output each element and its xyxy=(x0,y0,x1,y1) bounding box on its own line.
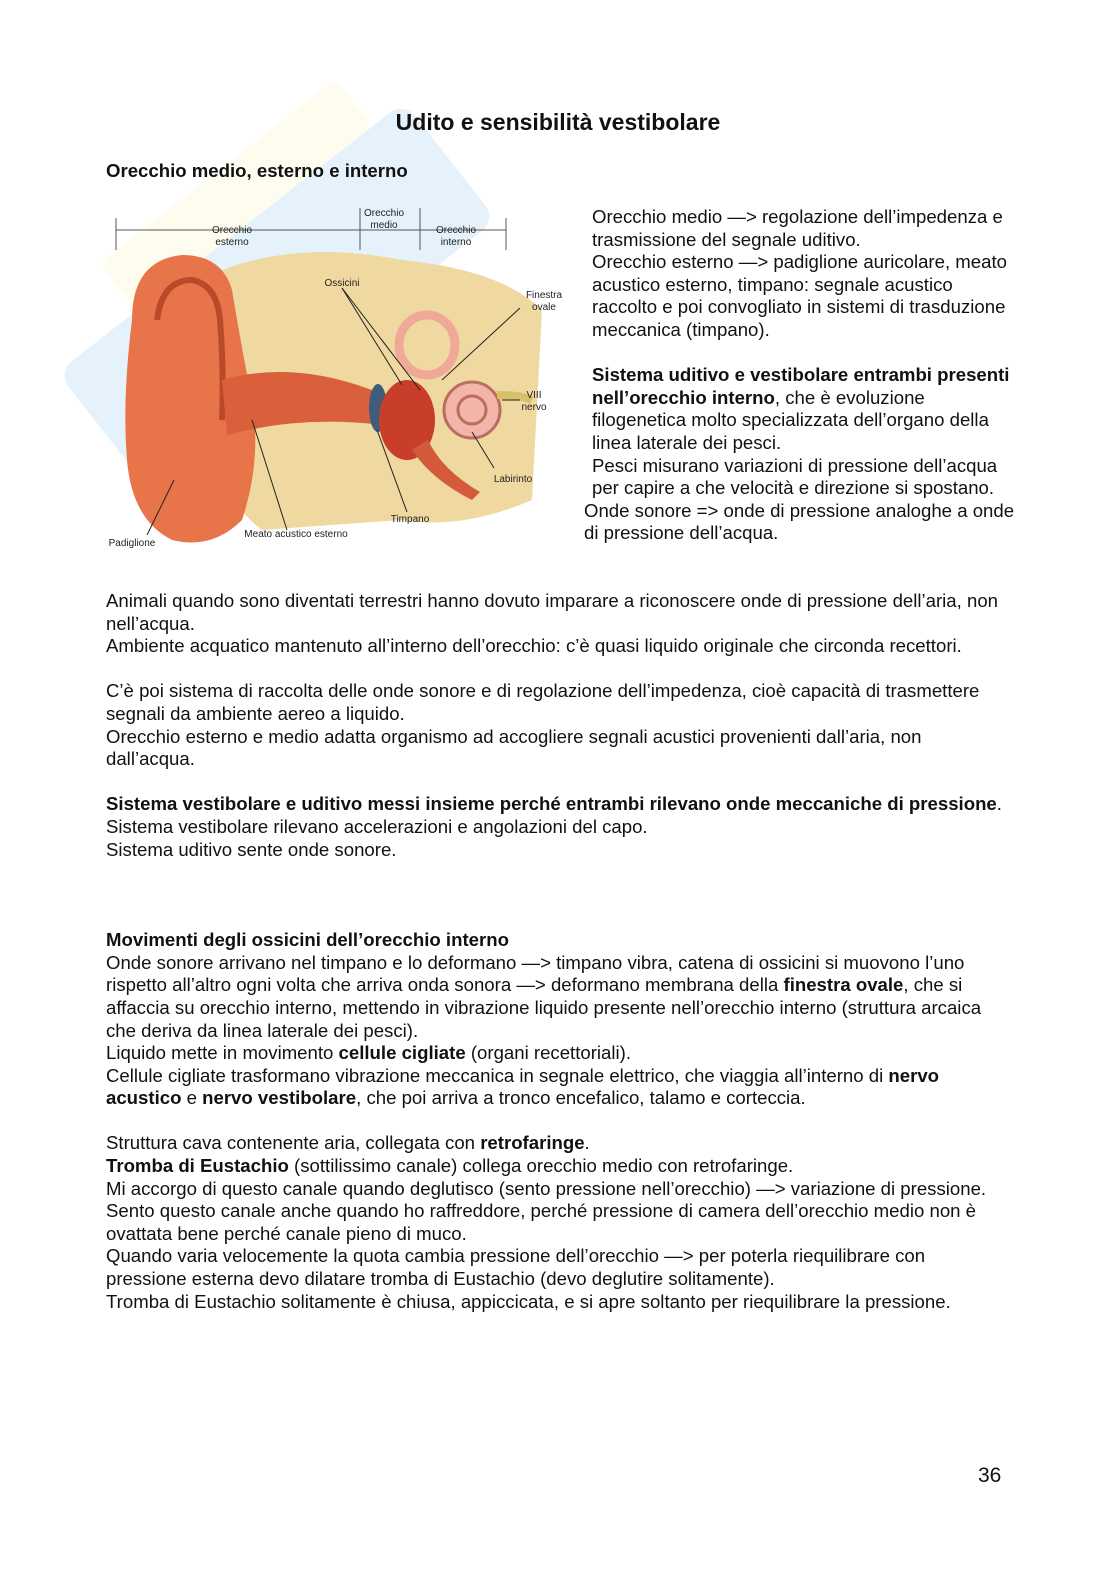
bold-text: finestra ovale xyxy=(783,974,904,996)
paragraph: Tromba di Eustachio solitamente è chiusa, appiccicata, e si apre soltanto per riequilibrare la pressione. xyxy=(106,1290,951,1312)
label-ossicles: Ossicini xyxy=(324,278,360,289)
intro-systems xyxy=(592,364,1022,454)
label-inner-ear-line2: interno xyxy=(440,237,472,248)
text-run: Liquido mette in movimento xyxy=(106,1042,339,1064)
label-nerve-line1: VIII xyxy=(526,390,542,401)
page-title: Udito e sensibilità vestibolare xyxy=(395,109,721,135)
paragraph xyxy=(106,952,1006,1042)
text-run: (sottilissimo canale) collega orecchio medio con retrofaringe. xyxy=(288,1155,794,1177)
text-run: , che poi arriva a tronco encefalico, talamo e corteccia. xyxy=(356,1087,806,1109)
cochlea-shape xyxy=(444,382,500,438)
text-run: . xyxy=(584,1132,590,1154)
label-eardrum: Timpano xyxy=(390,514,430,525)
ear-anatomy-diagram xyxy=(102,200,572,560)
bold-text: nervo acustico xyxy=(106,1064,940,1109)
bold-text: nervo vestibolare xyxy=(202,1087,357,1109)
paragraph xyxy=(106,1042,1006,1065)
label-outer-ear-line2: esterno xyxy=(215,237,249,248)
bold-text: Sistema vestibolare e uditivo messi insieme perché entrambi rilevano onde meccaniche di pressione xyxy=(106,793,997,815)
text-run: , che si affaccia su orecchio interno, mettendo in vibrazione liquido presente nell’orecchio interno (struttura arcaica che deriva da linea laterale dei pesci). xyxy=(106,974,982,1041)
page-number: 36 xyxy=(978,1464,1002,1487)
paragraph: Mi accorgo di questo canale quando deglutisco (sento pressione nell’orecchio) —> variazione di pressione. xyxy=(106,1177,987,1199)
label-oval-window-line1: Finestra xyxy=(525,290,563,301)
section-subtitle: Orecchio medio, esterno e interno xyxy=(106,160,408,181)
bold-text: cellule cigliate xyxy=(338,1042,466,1064)
paragraph: Sento questo canale anche quando ho raffreddore, perché pressione di camera dell’orecchio medio non è ovattata bene perché canale pieno di muco. xyxy=(106,1200,977,1244)
text-run: (organi recettoriali). xyxy=(465,1042,632,1064)
paragraph: Sistema vestibolare rilevano accelerazioni e angolazioni del capo. xyxy=(106,815,648,837)
paragraph xyxy=(106,793,1006,816)
intro-systems-rest: , che è evoluzione filogenetica molto specializzata dell’organo della linea laterale dei pesci. xyxy=(592,386,989,453)
paragraph: Sistema uditivo sente onde sonore. xyxy=(106,838,397,860)
label-oval-window-line2: ovale xyxy=(532,302,556,313)
paragraph xyxy=(106,1155,1006,1178)
label-inner-ear-line1: Orecchio xyxy=(435,225,477,236)
section-heading xyxy=(106,929,1006,952)
intro-middle-ear: Orecchio medio —> regolazione dell’impedenza e trasmissione del segnale uditivo. xyxy=(592,206,1003,250)
intro-fish: Pesci misurano variazioni di pressione dell’acqua per capire a che velocità e direzione si spostano. xyxy=(592,454,998,499)
paragraph xyxy=(106,1132,1006,1155)
label-nerve-line2: nervo xyxy=(521,402,547,413)
body-text xyxy=(106,590,1006,1313)
paragraph: Orecchio esterno e medio adatta organismo ad accogliere segnali acustici provenienti dall’aria, non dall’acqua. xyxy=(106,725,922,770)
paragraph: Animali quando sono diventati terrestri hanno dovuto imparare a riconoscere onde di pressione dell’aria, non nell’acqua. xyxy=(106,590,999,634)
text-run: . xyxy=(996,793,1002,815)
label-pinna: Padiglione xyxy=(108,538,156,549)
label-ear-canal: Meato acustico esterno xyxy=(244,529,348,540)
paragraph xyxy=(106,1065,1006,1110)
paragraph: Ambiente acquatico mantenuto all’interno dell’orecchio: c’è quasi liquido originale che circonda recettori. xyxy=(106,635,962,657)
section-heading-text: Movimenti degli ossicini dell’orecchio interno xyxy=(106,929,509,951)
bold-text: retrofaringe xyxy=(480,1132,585,1154)
text-run: Cellule cigliate trasformano vibrazione meccanica in segnale elettrico, che viaggia all’interno di xyxy=(106,1064,889,1086)
intro-column xyxy=(584,206,1022,545)
text-run: e xyxy=(181,1087,203,1109)
paragraph: Quando varia velocemente la quota cambia pressione dell’orecchio —> per poterla riequilibrare con pressione esterna devo dilatare tromba di Eustachio (devo deglutire solitamente). xyxy=(106,1245,926,1290)
text-run: Onde sonore arrivano nel timpano e lo deformano —> timpano vibra, catena di ossicini si muovono l’uno rispetto all’altro ogni volta che arriva onda sonora —> deformano membrana della xyxy=(106,951,965,996)
text-run: Struttura cava contenente aria, collegata con xyxy=(106,1132,481,1154)
intro-systems-bold: Sistema uditivo e vestibolare entrambi presenti nell’orecchio interno xyxy=(592,364,1010,408)
intro-sound-waves: Onde sonore => onde di pressione analoghe a onde di pressione dell’acqua. xyxy=(584,499,1015,544)
label-middle-ear-line2: medio xyxy=(370,220,398,231)
bold-text: Tromba di Eustachio xyxy=(106,1155,289,1177)
intro-outer-ear: Orecchio esterno —> padiglione auricolare, meato acustico esterno, timpano: segnale acustico raccolto e poi convogliato in sistemi di trasduzione meccanica (timpano). xyxy=(592,251,1007,340)
paragraph: C’è poi sistema di raccolta delle onde sonore e di regolazione dell’impedenza, cioè capacità di trasmettere segnali da ambiente aereo a liquido. xyxy=(106,680,980,724)
label-outer-ear-line1: Orecchio xyxy=(211,225,253,236)
label-labyrinth: Labirinto xyxy=(493,474,533,485)
label-middle-ear-line1: Orecchio xyxy=(363,208,405,219)
